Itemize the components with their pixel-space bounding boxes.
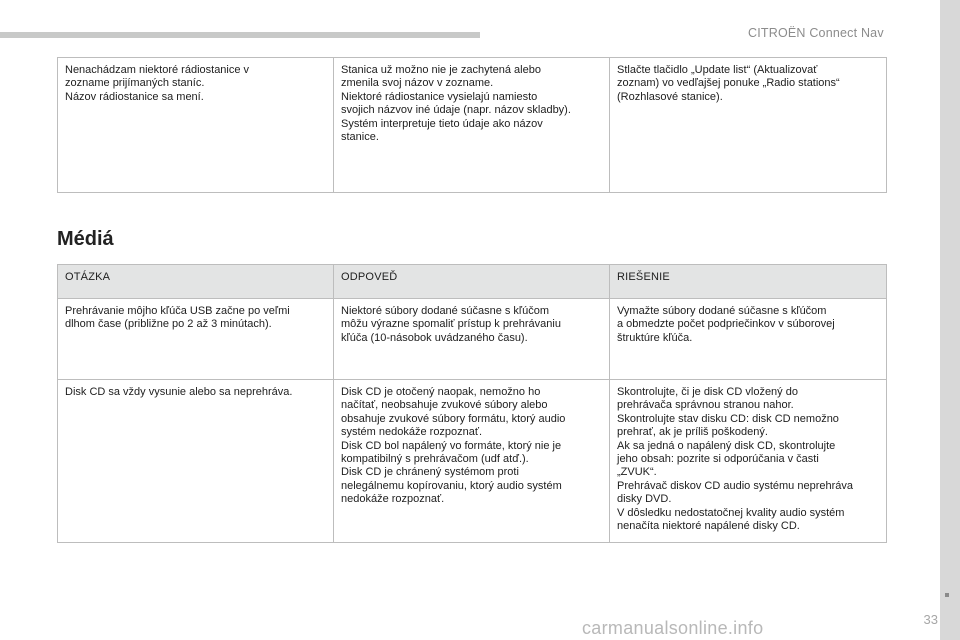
side-tab-strip — [940, 0, 960, 640]
header-rule — [0, 32, 480, 38]
column-header-question: OTÁZKA — [58, 265, 334, 299]
header-title: CITROËN Connect Nav — [748, 26, 884, 40]
table-header-row — [58, 265, 887, 299]
column-header-solution: RIEŠENIE — [610, 265, 887, 299]
question-text: Disk CD sa vždy vysunie alebo sa neprehráva. — [65, 386, 293, 398]
solution-cell — [610, 58, 887, 193]
table-row — [58, 299, 887, 380]
solution-cell — [610, 299, 887, 380]
answer-cell — [334, 299, 610, 380]
media-faq-table — [57, 264, 887, 543]
answer-cell — [334, 58, 610, 193]
solution-text: Stlačte tlačidlo „Update list“ (Aktualizovať zoznam) vo vedľajšej ponuke „Radio stations“ (Rozhlasové stanice). — [617, 64, 840, 103]
page-number: 33 — [923, 612, 938, 627]
question-cell — [58, 380, 334, 543]
question-cell — [58, 58, 334, 193]
question-cell — [58, 299, 334, 380]
answer-cell — [334, 380, 610, 543]
table-row — [58, 58, 887, 193]
watermark: carmanualsonline.info — [582, 618, 764, 638]
table-row — [58, 380, 887, 543]
column-header-answer: ODPOVEĎ — [334, 265, 610, 299]
page-marker-dot — [945, 593, 949, 597]
solution-text: Vymažte súbory dodané súčasne s kľúčom a obmedzte počet podpriečinkov v súborovej štruktúre kľúča. — [617, 305, 835, 344]
solution-cell — [610, 380, 887, 543]
answer-text: Disk CD je otočený naopak, nemožno ho načítať, neobsahuje zvukové súbory alebo obsahuje zvukové súbory formátu, ktorý audio systém nedokáže rozpoznať. Disk CD bol napálený vo formáte, ktorý nie je kompatibilný s prehrávačom (udf atď.). Disk CD je chránený systémom proti nelegálnemu kopírovaniu, ktorý audio systém nedokáže rozpoznať. — [341, 386, 566, 506]
section-title-media: Médiá — [57, 228, 114, 250]
solution-text: Skontrolujte, či je disk CD vložený do prehrávača správnou stranou nahor. Skontrolujte stav disku CD: disk CD nemožno prehrať, ak je príliš poškodený. Ak sa jedná o napálený disk CD, skontrolujte jeho obsah: pozrite si odporúčania v časti „ZVUK“. Prehrávač diskov CD audio systému neprehráva disky DVD. V dôsledku nedostatočnej kvality audio systém nenačíta niektoré napálené disky CD. — [617, 386, 854, 533]
radio-faq-table — [57, 57, 887, 193]
answer-text: Niektoré súbory dodané súčasne s kľúčom môžu výrazne spomaliť prístup k prehrávaniu kľúča (10-násobok uvádzaného času). — [341, 305, 561, 344]
answer-text: Stanica už možno nie je zachytená alebo zmenila svoj názov v zozname. Niektoré rádiostanice vysielajú namiesto svojich názvov iné údaje (napr. názov skladby). Systém interpretuje tieto údaje ako názov stanice. — [341, 64, 571, 144]
question-text: Prehrávanie môjho kľúča USB začne po veľmi dlhom čase (približne po 2 až 3 minútach). — [65, 305, 290, 331]
question-text: Nenachádzam niektoré rádiostanice v zozname prijímaných staníc. Názov rádiostanice sa mení. — [65, 64, 250, 103]
